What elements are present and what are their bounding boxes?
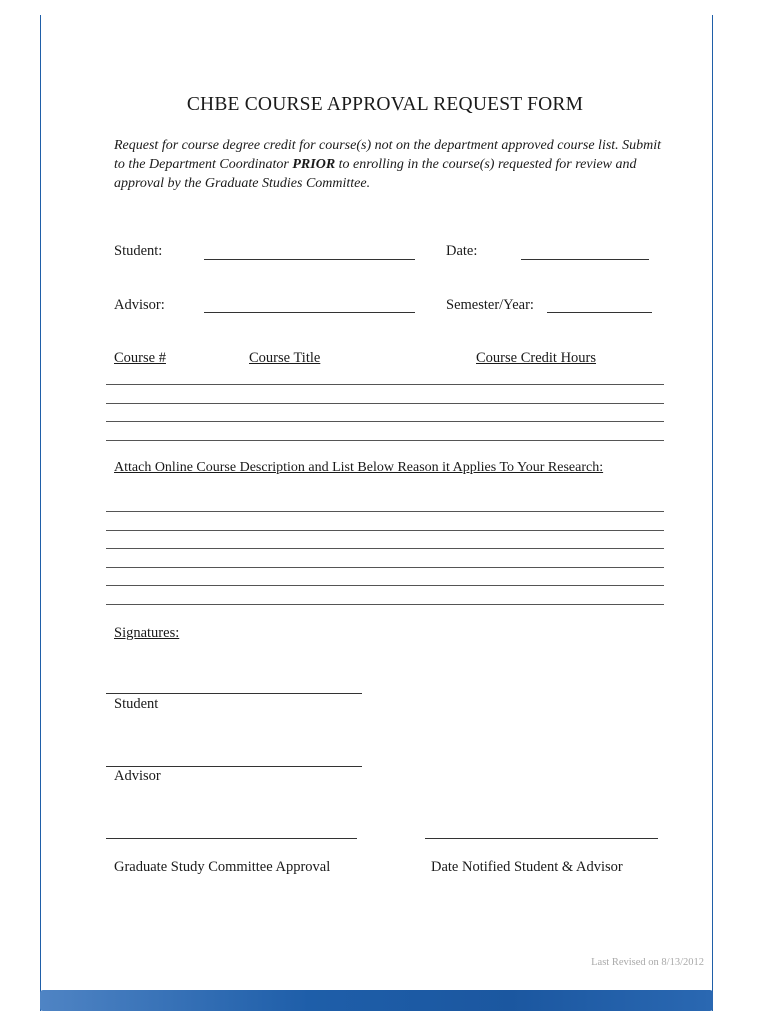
reason-line[interactable] [106, 511, 664, 512]
committee-approval-label: Graduate Study Committee Approval [114, 859, 331, 875]
student-label: Student: [114, 243, 163, 259]
intro-text [114, 136, 674, 193]
intro-emphasis: PRIOR [292, 157, 336, 172]
student-signature-line[interactable] [106, 693, 362, 694]
footer-band [40, 990, 713, 1011]
last-revised-note: Last Revised on 8/13/2012 [591, 957, 704, 968]
semester-year-label: Semester/Year: [446, 297, 534, 313]
date-label: Date: [446, 243, 478, 259]
reason-line[interactable] [106, 548, 664, 549]
course-row-line[interactable] [106, 440, 664, 441]
date-notified-label: Date Notified Student & Advisor [431, 859, 623, 875]
student-signature-label: Student [114, 696, 159, 712]
advisor-signature-label: Advisor [114, 768, 161, 784]
intro-part-2: to enrolling in the course(s) requested for review and approval by the Graduate Studies Committee. [114, 157, 637, 191]
date-notified-line[interactable] [425, 838, 658, 839]
course-row-line[interactable] [106, 403, 664, 404]
reason-line[interactable] [106, 604, 664, 605]
credit-hours-header: Course Credit Hours [476, 350, 597, 366]
attach-heading: Attach Online Course Description and List Below Reason it Applies To Your Research: [114, 460, 604, 475]
date-field[interactable] [521, 259, 649, 260]
advisor-signature-line[interactable] [106, 766, 362, 767]
semester-year-field[interactable] [547, 312, 652, 313]
intro-part-1: Request for course degree credit for course(s) not on the department approved course list. Submit to the Department Coordinator [114, 138, 662, 172]
page-title: CHBE COURSE APPROVAL REQUEST FORM [186, 94, 584, 115]
student-field[interactable] [204, 259, 415, 260]
course-number-header: Course # [114, 350, 166, 366]
course-row-line[interactable] [106, 384, 664, 385]
reason-line[interactable] [106, 585, 664, 586]
course-title-header: Course Title [249, 350, 321, 366]
advisor-label: Advisor: [114, 297, 165, 313]
reason-line[interactable] [106, 567, 664, 568]
reason-line[interactable] [106, 530, 664, 531]
advisor-field[interactable] [204, 312, 415, 313]
committee-approval-line[interactable] [106, 838, 357, 839]
signatures-heading: Signatures: [114, 625, 180, 641]
course-row-line[interactable] [106, 421, 664, 422]
